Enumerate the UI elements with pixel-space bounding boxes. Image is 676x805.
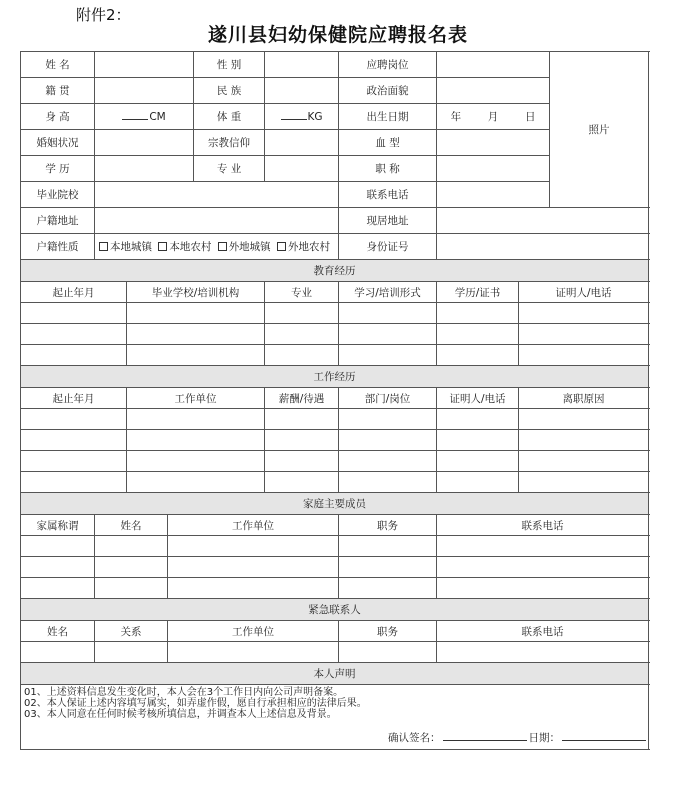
table-cell[interactable]	[339, 324, 437, 345]
major-field[interactable]	[265, 156, 339, 182]
day-label: 日	[524, 111, 536, 123]
emergency-col-name: 姓名	[21, 621, 95, 642]
table-cell[interactable]	[437, 557, 649, 578]
annex-label: 附件2：	[76, 6, 131, 24]
table-row	[21, 409, 649, 430]
table-cell[interactable]	[95, 536, 168, 557]
table-cell[interactable]	[21, 345, 127, 366]
work-col-period: 起止年月	[21, 388, 127, 409]
birth-field[interactable]	[437, 104, 550, 130]
major-label: 专 业	[194, 156, 265, 182]
family-col-name: 姓名	[95, 515, 168, 536]
form-title: 遂川县妇幼保健院应聘报名表	[207, 24, 468, 46]
table-row	[21, 303, 649, 324]
table-cell[interactable]	[437, 642, 649, 663]
table-row	[21, 345, 649, 366]
religion-field[interactable]	[265, 130, 339, 156]
table-cell[interactable]	[168, 536, 339, 557]
title-field[interactable]	[437, 156, 550, 182]
education-section-header: 教育经历	[21, 260, 649, 282]
table-cell[interactable]	[265, 430, 339, 451]
table-cell[interactable]	[95, 642, 168, 663]
table-cell[interactable]	[339, 642, 437, 663]
table-cell[interactable]	[437, 536, 649, 557]
height-unit: CM	[149, 111, 166, 123]
table-cell[interactable]	[437, 303, 519, 324]
table-cell[interactable]	[95, 578, 168, 599]
table-row	[21, 642, 649, 663]
work-col-reason: 离职原因	[519, 388, 649, 409]
phone-label: 联系电话	[339, 182, 437, 208]
table-cell[interactable]	[437, 409, 519, 430]
signature-field[interactable]	[443, 730, 527, 741]
declaration-text	[21, 685, 648, 720]
religion-label: 宗教信仰	[194, 130, 265, 156]
table-cell[interactable]	[265, 409, 339, 430]
edu-col-school: 毕业学校/培训机构	[127, 282, 265, 303]
table-cell[interactable]	[168, 642, 339, 663]
family-section-header: 家庭主要成员	[21, 493, 649, 515]
table-cell[interactable]	[339, 536, 437, 557]
checkbox-icon[interactable]	[277, 242, 286, 251]
table-cell[interactable]	[437, 472, 519, 493]
marital-label: 婚姻状况	[21, 130, 95, 156]
table-cell[interactable]	[21, 557, 95, 578]
declaration-box	[21, 685, 649, 750]
table-row	[21, 430, 649, 451]
emergency-col-relation: 关系	[95, 621, 168, 642]
table-cell[interactable]	[21, 303, 127, 324]
table-cell[interactable]	[127, 430, 265, 451]
gender-label: 性 别	[194, 52, 265, 78]
edu-col-degree: 学历/证书	[437, 282, 519, 303]
hukou-addr-label: 户籍地址	[21, 208, 95, 234]
table-row	[21, 451, 649, 472]
table-cell[interactable]	[339, 345, 437, 366]
height-label: 身 高	[21, 104, 95, 130]
current-addr-field[interactable]	[437, 208, 649, 234]
table-cell[interactable]	[519, 303, 649, 324]
current-addr-label: 现居地址	[339, 208, 437, 234]
weight-label: 体 重	[194, 104, 265, 130]
education-field[interactable]	[95, 156, 194, 182]
declaration-item: 01、上述资料信息发生变化时，本人会在3个工作日内向公司声明备案。	[24, 687, 344, 698]
family-col-job: 职务	[339, 515, 437, 536]
table-cell[interactable]	[339, 409, 437, 430]
table-cell[interactable]	[339, 303, 437, 324]
table-cell[interactable]	[21, 451, 127, 472]
blood-label: 血 型	[339, 130, 437, 156]
table-cell[interactable]	[21, 472, 127, 493]
work-section-header: 工作经历	[21, 366, 649, 388]
name-label: 姓 名	[21, 52, 95, 78]
family-col-relation: 家属称谓	[21, 515, 95, 536]
hukou-type-options	[95, 234, 339, 260]
checkbox-icon[interactable]	[158, 242, 167, 251]
political-field[interactable]	[437, 78, 550, 104]
education-label: 学 历	[21, 156, 95, 182]
table-cell[interactable]	[265, 324, 339, 345]
emergency-col-phone: 联系电话	[437, 621, 649, 642]
position-label: 应聘岗位	[339, 52, 437, 78]
id-number-label: 身份证号	[339, 234, 437, 260]
weight-unit: KG	[307, 111, 323, 123]
table-cell[interactable]	[437, 578, 649, 599]
hukou-option: 本地农村	[169, 241, 212, 253]
hukou-addr-field[interactable]	[95, 208, 339, 234]
ethnic-label: 民 族	[194, 78, 265, 104]
table-cell[interactable]	[519, 451, 649, 472]
edu-col-form: 学习/培训形式	[339, 282, 437, 303]
table-cell[interactable]	[265, 451, 339, 472]
checkbox-icon[interactable]	[218, 242, 227, 251]
work-col-salary: 薪酬/待遇	[265, 388, 339, 409]
table-cell[interactable]	[265, 345, 339, 366]
table-cell[interactable]	[21, 578, 95, 599]
edu-col-period: 起止年月	[21, 282, 127, 303]
declaration-item: 02、本人保证上述内容填写属实，如弄虚作假，愿自行承担相应的法律后果。	[24, 698, 367, 709]
table-cell[interactable]	[339, 557, 437, 578]
title-label: 职 称	[339, 156, 437, 182]
year-label: 年	[450, 111, 462, 123]
id-number-field[interactable]	[437, 234, 649, 260]
work-col-dept: 部门/岗位	[339, 388, 437, 409]
photo-box[interactable]	[550, 52, 649, 208]
table-cell[interactable]	[519, 345, 649, 366]
height-field[interactable]	[95, 104, 194, 130]
table-cell[interactable]	[339, 578, 437, 599]
table-row	[21, 578, 649, 599]
table-cell[interactable]	[339, 430, 437, 451]
sign-label: 确认签名：	[388, 732, 441, 744]
family-col-phone: 联系电话	[437, 515, 649, 536]
table-cell[interactable]	[127, 451, 265, 472]
blood-field[interactable]	[437, 130, 550, 156]
family-col-company: 工作单位	[168, 515, 339, 536]
weight-field[interactable]	[265, 104, 339, 130]
table-cell[interactable]	[127, 472, 265, 493]
table-cell[interactable]	[127, 409, 265, 430]
table-cell[interactable]	[437, 430, 519, 451]
table-cell[interactable]	[127, 303, 265, 324]
table-cell[interactable]	[339, 472, 437, 493]
declaration-item: 03、本人同意在任何时候考核所填信息，并调查本人上述信息及背景。	[24, 709, 337, 720]
work-col-company: 工作单位	[127, 388, 265, 409]
checkbox-icon[interactable]	[99, 242, 108, 251]
date-field[interactable]	[562, 730, 646, 741]
table-cell[interactable]	[127, 324, 265, 345]
table-cell[interactable]	[21, 642, 95, 663]
edu-col-reference: 证明人/电话	[519, 282, 649, 303]
school-field[interactable]	[95, 182, 339, 208]
native-field[interactable]	[95, 78, 194, 104]
photo-label: 照片	[588, 124, 610, 136]
table-cell[interactable]	[95, 557, 168, 578]
table-cell[interactable]	[519, 472, 649, 493]
phone-field[interactable]	[437, 182, 550, 208]
political-label: 政治面貌	[339, 78, 437, 104]
table-cell[interactable]	[339, 451, 437, 472]
table-cell[interactable]	[127, 345, 265, 366]
hukou-option: 本地城镇	[110, 241, 152, 253]
marital-field[interactable]	[95, 130, 194, 156]
table-cell[interactable]	[519, 409, 649, 430]
table-cell[interactable]	[519, 324, 649, 345]
table-cell[interactable]	[437, 345, 519, 366]
hukou-type-label: 户籍性质	[21, 234, 95, 260]
school-label: 毕业院校	[21, 182, 95, 208]
table-cell[interactable]	[265, 472, 339, 493]
table-row	[21, 536, 649, 557]
hukou-option: 外地农村	[288, 241, 331, 253]
table-row	[21, 472, 649, 493]
table-cell[interactable]	[21, 536, 95, 557]
table-cell[interactable]	[519, 430, 649, 451]
declaration-section-header: 本人声明	[21, 663, 649, 685]
month-label: 月	[487, 111, 499, 123]
position-field[interactable]	[437, 52, 550, 78]
ethnic-field[interactable]	[265, 78, 339, 104]
table-cell[interactable]	[265, 303, 339, 324]
table-row	[21, 324, 649, 345]
work-col-reference: 证明人/电话	[437, 388, 519, 409]
table-cell[interactable]	[21, 409, 127, 430]
native-label: 籍 贯	[21, 78, 95, 104]
birth-label: 出生日期	[339, 104, 437, 130]
emergency-col-company: 工作单位	[168, 621, 339, 642]
table-cell[interactable]	[437, 451, 519, 472]
signature-row	[21, 720, 648, 749]
emergency-col-job: 职务	[339, 621, 437, 642]
application-form	[20, 51, 649, 750]
table-row	[21, 557, 649, 578]
emergency-section-header: 紧急联系人	[21, 599, 649, 621]
edu-col-major: 专业	[265, 282, 339, 303]
hukou-option: 外地城镇	[228, 241, 271, 253]
table-cell[interactable]	[168, 578, 339, 599]
table-cell[interactable]	[21, 324, 127, 345]
table-cell[interactable]	[168, 557, 339, 578]
date-label: 日期：	[528, 732, 561, 744]
gender-field[interactable]	[265, 52, 339, 78]
table-cell[interactable]	[21, 430, 127, 451]
name-field[interactable]	[95, 52, 194, 78]
table-cell[interactable]	[437, 324, 519, 345]
